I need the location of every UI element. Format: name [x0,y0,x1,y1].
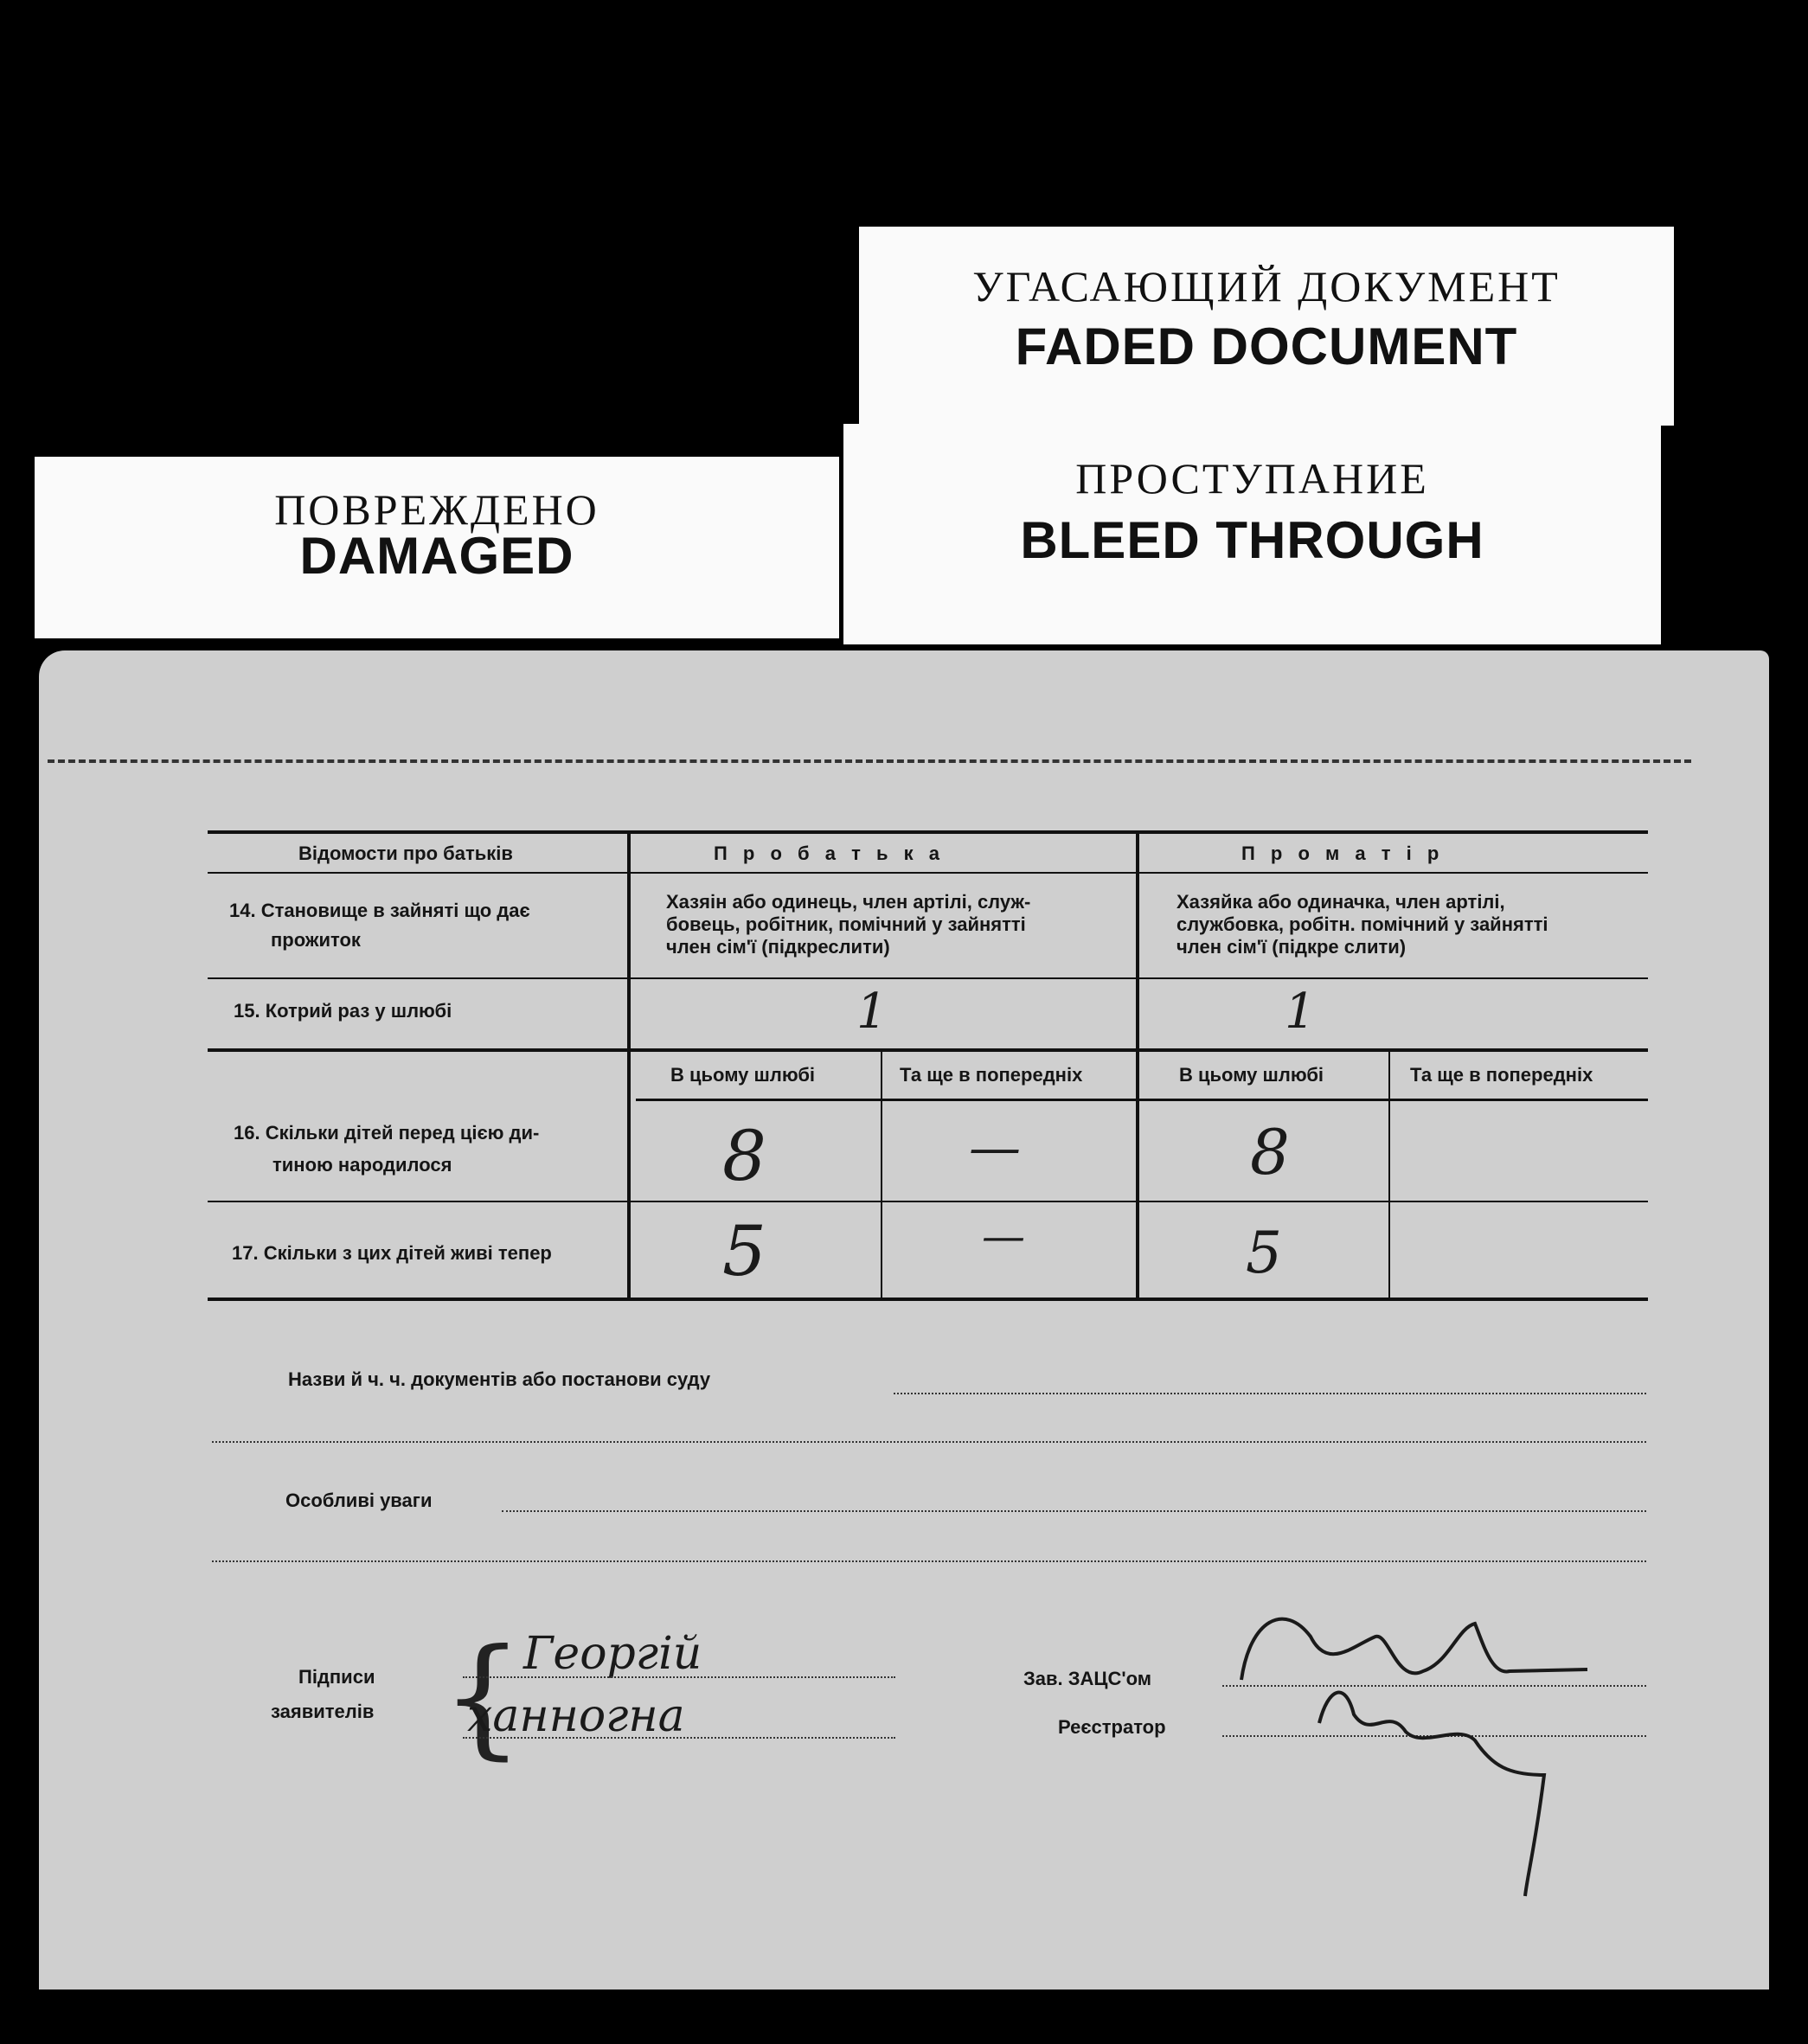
applicants-sig-label-line2: заявителів [271,1701,375,1722]
row14-father-line2: бовець, робітник, помічний у зайнятті [666,913,1026,935]
handwritten-strokes [39,650,1769,1990]
header-parents-info: Відомости про батьків [298,843,513,864]
header-father: П р о б а т ь к а [714,843,945,864]
damaged-label-en: DAMAGED [299,527,574,585]
remarks-label: Особливі уваги [285,1490,433,1511]
subheader-mother-prev: Та ще в попередніх [1410,1064,1593,1086]
registrar-label: Реєстратор [1058,1716,1166,1738]
row16-label-line2: тиною народилося [272,1154,452,1176]
applicant2-signature: ханногна [467,1690,685,1742]
head-signature-scribble [1241,1619,1587,1680]
applicants-sig-label-line1: Підписи [298,1666,375,1688]
damaged-label-ru: ПОВРЕЖДЕНО [274,485,599,534]
faded-label-ru: УГАСАЮЩИЙ ДОКУМЕНТ [972,262,1561,311]
damaged-label [35,457,839,638]
row14-father-line1: Хазяін або одинець, член артілі, служ- [666,891,1031,913]
row17-father-this: 5 [722,1211,766,1291]
row17-mother-this: 5 [1246,1220,1282,1286]
row16-father-this: 8 [722,1116,766,1196]
subheader-father-this: В цьому шлюбі [670,1064,816,1086]
bleed-label-en: BLEED THROUGH [1020,511,1484,569]
bleed-through-label [843,424,1661,644]
row17-label: 17. Скільки з цих дітей живі тепер [232,1242,552,1264]
registrar-signature-scribble [1319,1693,1544,1896]
row17-father-prev: — [982,1211,1025,1261]
header-mother: П р о м а т і р [1241,843,1445,864]
row14-father-line3: член сім'ї (підкреслити) [666,936,890,958]
row16-label-line1: 16. Скільки дітей перед цією ди- [234,1122,540,1144]
row16-father-prev: — [969,1118,1021,1178]
row15-mother-value: 1 [1285,984,1316,1040]
registration-form-sheet [39,650,1769,1990]
row15-father-value: 1 [856,984,888,1040]
subheader-mother-this: В цьому шлюбі [1179,1064,1324,1086]
applicant1-signature: Георгій [523,1628,702,1680]
documents-label: Назви й ч. ч. документів або постанови суду [288,1368,711,1390]
row14-label-line1: 14. Становище в зайняті що дає [229,900,530,921]
applicants-brace: { [441,1622,524,1772]
row14-mother-line1: Хазяйка або одиначка, член артілі, [1176,891,1505,913]
row14-mother-line3: член сім'ї (підкре слити) [1176,936,1407,958]
faded-document-label [859,227,1674,426]
head-registrar-label: Зав. ЗАЦС'ом [1023,1668,1152,1689]
row14-mother-line2: службовка, робітн. помічний у зайнятті [1176,913,1548,935]
bleed-label-ru: ПРОСТУПАНИЕ [1075,454,1429,503]
subheader-father-prev: Та ще в попередніх [900,1064,1083,1086]
row15-label: 15. Котрий раз у шлюбі [234,1000,452,1022]
row16-mother-this: 8 [1250,1116,1290,1189]
faded-label-en: FADED DOCUMENT [1015,317,1518,375]
row14-label-line2: прожиток [271,929,361,951]
